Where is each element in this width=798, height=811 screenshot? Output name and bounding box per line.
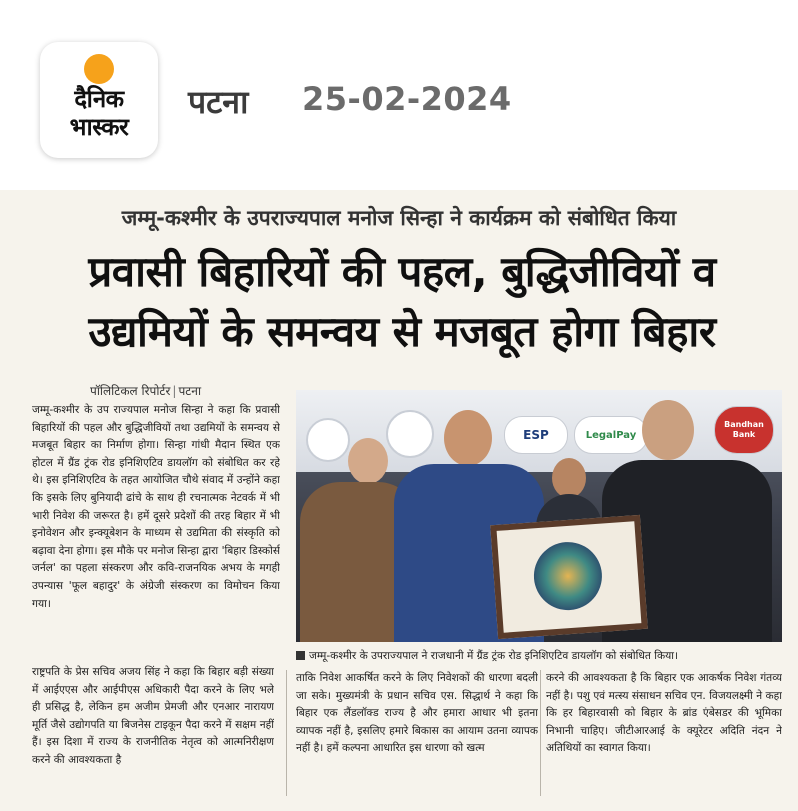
banner-chip-bandhan: Bandhan Bank	[714, 406, 774, 454]
newspaper-clipping	[0, 190, 798, 811]
caption-bullet-icon	[296, 651, 305, 660]
byline-city: पटना	[178, 384, 202, 398]
edition-city: पटना	[188, 83, 249, 121]
byline-reporter: पॉलिटिकल रिपोर्टर	[90, 384, 171, 398]
paragraph-2-text: राष्ट्रपति के प्रेस सचिव अजय सिंह ने कहा कि बिहार बड़ी संख्या में आईएएस और आईपीएस अधिकारी पैदा करने के लिए भले ही प्रसिद्ध है, लेकिन हम अजीम प्रेमजी और एनआर नारायण मूर्ति जैसे उद्योगपति या बिजनेस टाइकून पैदा करने में सक्षम नहीं हैं। इस दिशा में राज्य के राजनीतिक नेतृत्व को आत्मनिरीक्षण करने की आवश्यकता है	[32, 666, 274, 766]
article-headline	[22, 242, 782, 362]
article-photo	[296, 390, 782, 642]
headline-line2: उद्यमियों के समन्वय से मजबूत होगा बिहार	[88, 307, 716, 356]
banner-logo-icon	[386, 410, 434, 458]
column-divider	[540, 670, 541, 796]
logo-text-line1: दैनिक	[74, 85, 124, 113]
dainik-bhaskar-logo	[40, 42, 158, 158]
caption-text: जम्मू-कश्मीर के उपराज्यपाल ने राजधानी में ग्रैंड ट्रंक रोड इनिशिएटिव डायलॉग को संबोधित किया।	[309, 650, 679, 662]
logo-text-line2: भास्कर	[69, 113, 129, 141]
framed-painting	[490, 515, 648, 639]
banner-chip-legalpay: LegalPay	[574, 416, 648, 454]
article-byline	[90, 382, 201, 399]
edition-date: 25-02-2024	[302, 80, 512, 118]
photo-caption	[296, 648, 782, 664]
article-paragraph-2	[32, 664, 274, 796]
article-paragraph-4: करने की आवश्यकता है कि बिहार एक आकर्षक निवेश गंतव्य नहीं है। पशु एवं मत्स्य संसाधन सचिव एन. विजयलक्ष्मी ने कहा कि हर बिहारवासी को बिहार के ब्रांड एंबेसडर की भूमिका निभानी चाहिए। जीटीआरआई के क्यूरेटर अदिति नंदन ने अतिथियों का स्वागत किया।	[546, 672, 782, 755]
headline-line1: प्रवासी बिहारियों की पहल, बुद्धिजीवियों व	[88, 247, 716, 296]
article-paragraph-3: ताकि निवेश आकर्षित करने के लिए निवेशकों की धारणा बदली जा सके। मुख्यमंत्री के प्रधान सचिव एस. सिद्धार्थ ने कहा कि बिहार एक लैंडलॉक्ड राज्य है और हमारा आधार भी इतना व्यापक नहीं है, इसलिए हमारे बिकास का आयाम उतना व्यापक नहीं है। हमें कल्पना आधारित इस धारणा को खत्म	[296, 672, 538, 755]
banner-chip-esp: ESP	[504, 416, 568, 454]
article-paragraph-1: जम्मू-कश्मीर के उप राज्यपाल मनोज सिन्हा ने कहा कि प्रवासी बिहारियों की पहल और बुद्धिजीवियों तथा उद्यमियों के समन्वय से मजबूत बिहार का निर्माण होगा। सिन्हा गांधी मैदान स्थित एक होटल में ग्रैंड ट्रंक रोड इनिशिएटिव डायलॉग को संबोधित कर रहे थे। इस इनिशिएटिव के तहत आयोजित चौथे संवाद में उन्होंने कहा कि इसके लिए बुनियादी ढांचे के साथ ही रचनात्मक नेटवर्क में भी भारी निवेश की जरूरत है। हमें दूसरे प्रदेशों की तरह बिहार में भी इनोवेशन और इन्क्यूबेशन के माध्यम से उद्यमिता की संस्कृति को बढ़ावा देना होगा। इस मौके पर मनोज सिन्हा द्वारा 'बिहार डिस्कोर्स जर्नल' का पहला संस्करण और कवि-राजनयिक अभय के मगही उपन्यास 'फूल बहादुर' के अंग्रेजी संस्करण का विमोचन किया गया।	[32, 404, 280, 610]
header-bar	[0, 0, 798, 190]
logo-sun-icon	[84, 54, 114, 84]
article-kicker: जम्मू-कश्मीर के उपराज्यपाल मनोज सिन्हा ने कार्यक्रम को संबोधित किया	[121, 206, 677, 230]
column-divider	[286, 670, 287, 796]
banner-logo-icon	[306, 418, 350, 462]
byline-separator: |	[172, 384, 177, 398]
madhubani-art-icon	[532, 540, 605, 613]
